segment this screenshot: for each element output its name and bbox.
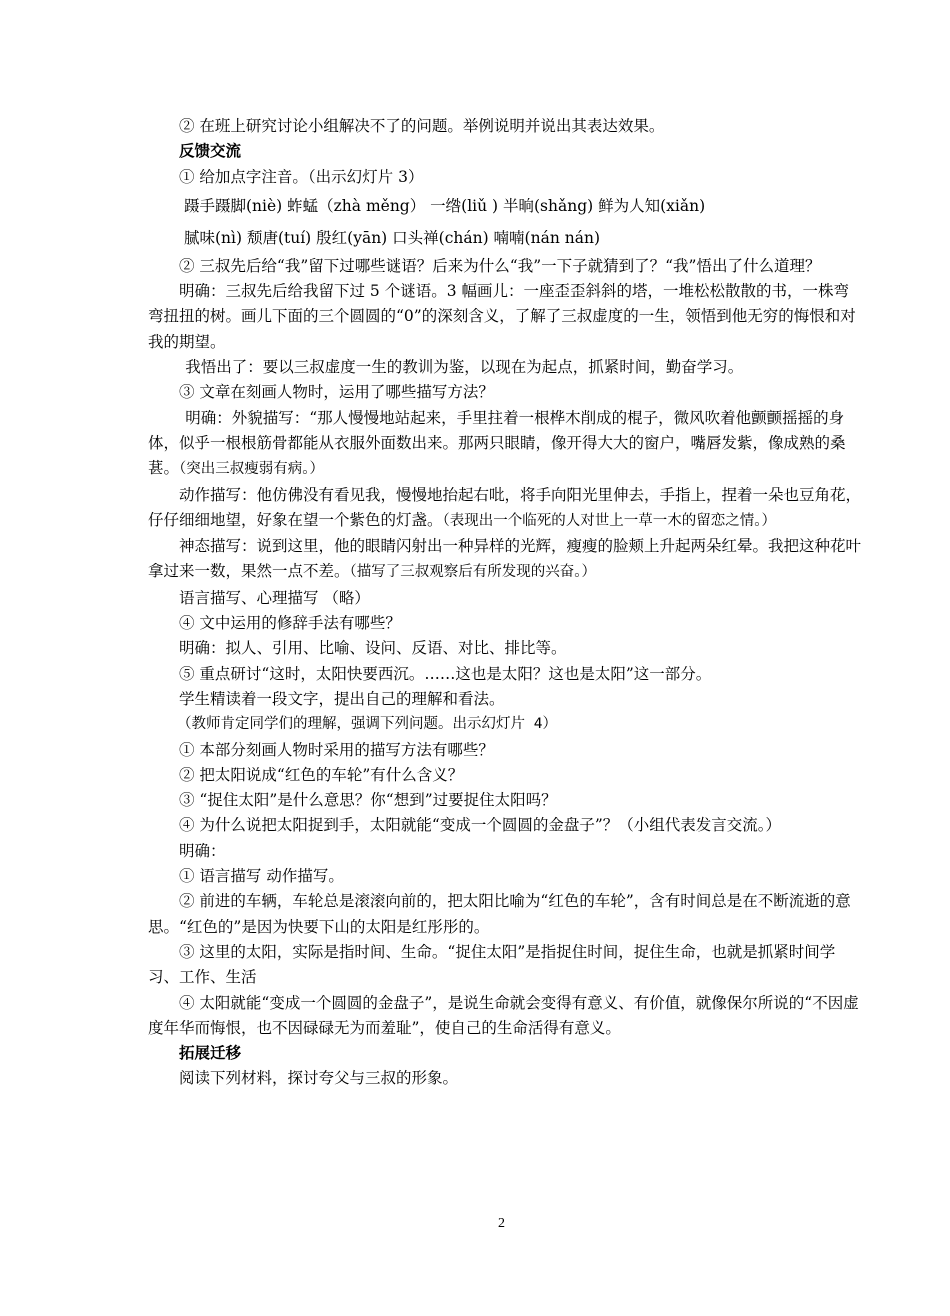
section-heading-feedback: 反馈交流: [179, 142, 242, 161]
annotation-note: （突出三叔瘦弱有病。）: [179, 461, 325, 478]
paragraph: [148, 406, 864, 483]
paragraph: 语言描写、心理描写 （略）: [179, 588, 370, 607]
paragraph: ① 语言描写 动作描写。: [179, 867, 344, 886]
section-heading-extension: 拓展迁移: [179, 1044, 242, 1063]
paragraph-text: 动作描写：他仿佛没有看见我，慢慢地抬起右吡，将手向阳光里伸去，手指上，捏着一朵也豆角花，仔仔细细地望，好象在望一个紫色的灯盏。: [148, 485, 862, 529]
paragraph: [148, 483, 864, 535]
pinyin-line-1: 蹑手蹑脚(niè) 蚱蜢（zhà měng） 一绺(liǔ ) 半晌(shǎng) 鲜为人知(xiǎn): [184, 196, 706, 215]
paragraph-text: 明确：外貌描写：“那人慢慢地站起来，手里拄着一根桦木削成的棍子，微风吹着他颤颤摇摇的身体，似乎一根根筋骨都能从衣服外面数出来。那两只眼睛，像开得大大的窗户，嘴唇发紫，像成熟的桑葚。: [148, 408, 846, 478]
paragraph: 明确：拟人、引用、比喻、设问、反语、对比、排比等。: [179, 639, 567, 658]
paragraph: ② 把太阳说成“红色的车轮”有什么含义？: [179, 765, 464, 784]
annotation-note: （描写了三叔观察后有所发现的兴奋。）: [349, 564, 597, 581]
paragraph: ① 本部分刻画人物时采用的描写方法有哪些？: [179, 740, 494, 759]
paragraph: 明确：三叔先后给我留下过 5 个谜语。3 幅画儿：一座歪歪斜斜的塔，一堆松松散散的书，一株弯弯扭扭的树。画儿下面的三个圆圆的“0”的深刻含义，了解了三叔虚度的一生，领悟到他无穷的悔恨和对我的期望。: [148, 282, 856, 351]
page-number: 2: [498, 1216, 505, 1231]
paragraph: ② 三叔先后给“我”留下过哪些谜语？后来为什么“我”一下子就猜到了？“我”悟出了什么道理？: [179, 256, 821, 275]
paragraph: 学生精读着一段文字，提出自己的理解和看法。: [179, 689, 505, 708]
paragraph: ⑤ 重点研讨“这时，太阳快要西沉。……这也是太阳？这也是太阳”这一部分。: [179, 664, 712, 683]
paragraph-text: 神态描写：说到这里，他的眼睛闪射出一种异样的光辉，瘦瘦的脸颊上升起两朵红晕。我把这种花叶拿过来一数，果然一点不差。: [148, 537, 862, 581]
paragraph: ③ 文章在刻画人物时，运用了哪些描写方法？: [179, 383, 494, 402]
pinyin-line-2: 腻味(nì) 颓唐(tuí) 殷红(yān) 口头禅(chán) 喃喃(nán nán): [184, 228, 600, 247]
paragraph: ③ “捉住太阳”是什么意思？你“想到”过要捉住太阳吗？: [179, 791, 557, 810]
paragraph: 明确：: [179, 841, 226, 860]
paragraph: ② 前进的车辆，车轮总是滚滚向前的，把太阳比喻为“红色的车轮”，含有时间总是在不断流逝的意思。“红色的”是因为快要下山的太阳是红彤彤的。: [148, 892, 851, 936]
annotation-note: （表现出一个临死的人对世上一草一木的留恋之情。）: [442, 512, 777, 529]
paragraph: 我悟出了：要以三叔虚度一生的教训为鉴，以现在为起点，抓紧时间，勤奋学习。: [185, 358, 744, 377]
paragraph: ④ 太阳就能“变成一个圆圆的金盘子”，是说生命就会变得有意义、有价值，就像保尔所说的“不因虚度年华而悔恨，也不因碌碌无为而羞耻”，使自己的生命活得有意义。: [148, 993, 859, 1037]
paragraph: ③ 这里的太阳，实际是指时间、生命。“捉住太阳”是指捉住时间，捉住生命，也就是抓紧时间学习、工作、生活: [148, 942, 836, 987]
paragraph: ④ 文中运用的修辞手法有哪些？: [179, 614, 401, 633]
teacher-note: （教师肯定同学们的理解，强调下列问题。出示幻灯片 4）: [177, 716, 557, 733]
paragraph: 阅读下列材料，探讨夸父与三叔的形象。: [179, 1069, 459, 1088]
paragraph: [148, 534, 864, 586]
document-body: [148, 114, 864, 1092]
paragraph: ④ 为什么说把太阳捉到手，太阳就能“变成一个圆圆的金盘子”？（小组代表发言交流。）: [179, 816, 782, 835]
paragraph: ① 给加点字注音。（出示幻灯片 3）: [179, 167, 424, 186]
paragraph: ② 在班上研究讨论小组解决不了的问题。举例说明并说出其表达效果。: [179, 117, 665, 135]
